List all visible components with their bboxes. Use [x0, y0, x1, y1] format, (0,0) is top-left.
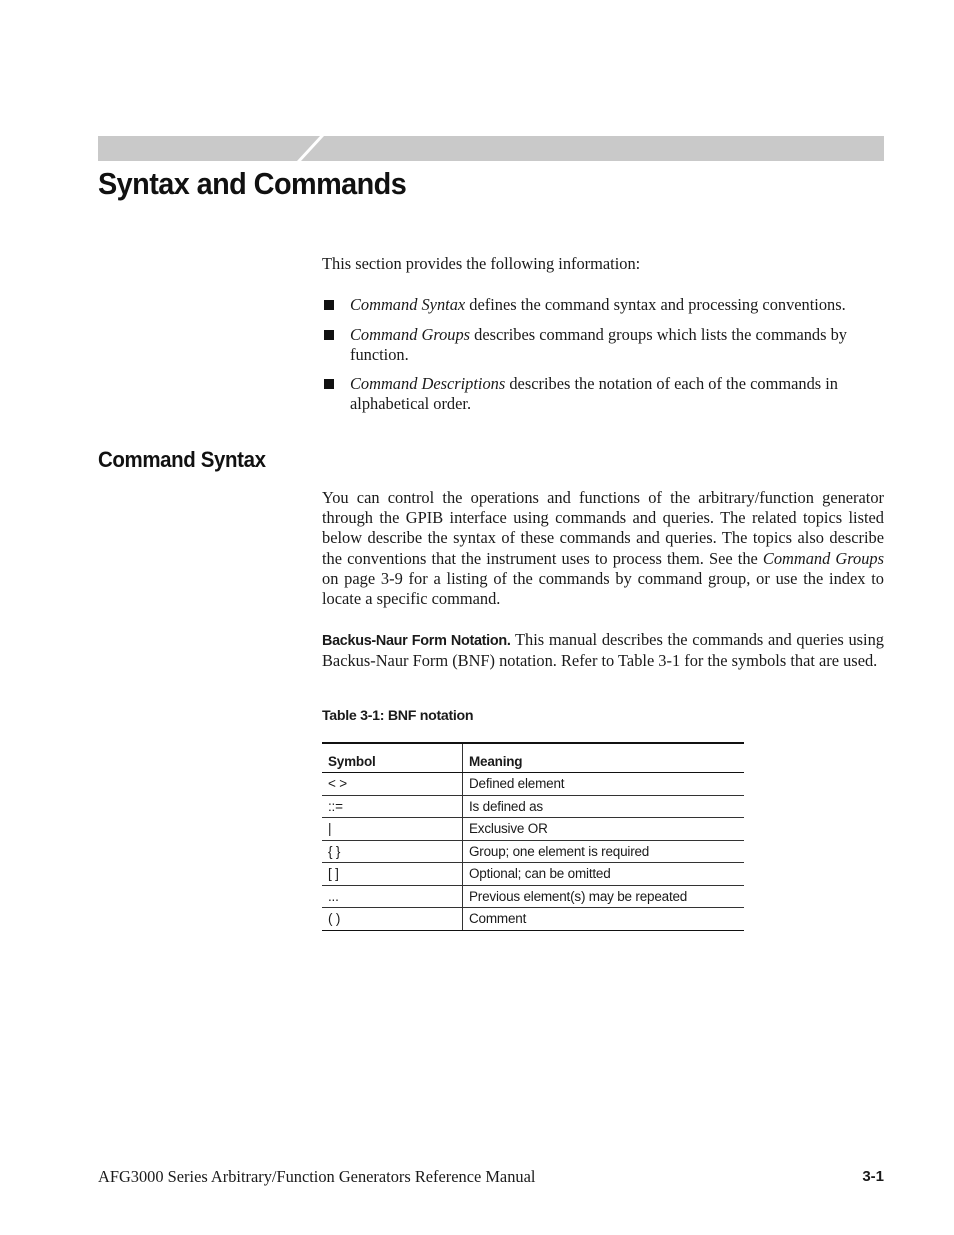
symbol-cell: ::=	[322, 795, 463, 818]
table-header-row	[322, 743, 744, 773]
section-title: Command Syntax	[98, 447, 266, 472]
table-row	[322, 795, 744, 818]
table-row	[322, 840, 744, 863]
table-caption: Table 3-1: BNF notation	[322, 708, 474, 724]
footer-manual-title: AFG3000 Series Arbitrary/Function Generators Reference Manual	[98, 1167, 536, 1186]
table-row	[322, 908, 744, 931]
meaning-cell: Defined element	[463, 773, 745, 796]
chapter-title: Syntax and Commands	[98, 166, 407, 201]
syntax-text-before: You can control the operations and functions of the arbitrary/function generator through the GPIB interface using commands and queries. The related topics listed below describe the syntax of these commands and queries. The topics also describe the conventions that the instrument uses to process them. See the	[322, 488, 884, 568]
column-header-meaning: Meaning	[463, 743, 745, 773]
symbol-cell: ...	[322, 885, 463, 908]
bullet-text: describes the notation of each of the commands in alphabetical order.	[350, 374, 838, 413]
table-row	[322, 885, 744, 908]
meaning-cell: Comment	[463, 908, 745, 931]
bullet-item-command-groups	[322, 325, 884, 365]
intro-paragraph: This section provides the following information:	[322, 254, 641, 273]
meaning-cell: Is defined as	[463, 795, 745, 818]
symbol-cell: { }	[322, 840, 463, 863]
bnf-paragraph	[322, 630, 884, 671]
bullet-item-command-descriptions	[322, 374, 884, 414]
bullet-text: defines the command syntax and processing conventions.	[465, 295, 846, 314]
symbol-cell: ( )	[322, 908, 463, 931]
intro-text	[322, 254, 884, 274]
meaning-cell: Exclusive OR	[463, 818, 745, 841]
syntax-paragraph	[322, 488, 884, 609]
bnf-text: This manual describes the commands and queries using Backus-Naur Form (BNF) notation. Refer to Table 3-1 for the symbols that are used.	[322, 630, 885, 671]
meaning-cell: Optional; can be omitted	[463, 863, 745, 886]
square-bullet-icon	[324, 300, 334, 310]
square-bullet-icon	[324, 379, 334, 389]
footer-page-number: 3-1	[862, 1168, 884, 1185]
symbol-cell: [ ]	[322, 863, 463, 886]
symbol-cell: |	[322, 818, 463, 841]
meaning-cell: Previous element(s) may be repeated	[463, 885, 745, 908]
bullet-term: Command Groups	[350, 324, 471, 344]
table-row	[322, 818, 744, 841]
chapter-header-band	[98, 136, 884, 161]
syntax-text-after: on page 3-9 for a listing of the commands by command group, or use the index to locate a specific command.	[322, 568, 884, 609]
meaning-cell: Group; one element is required	[463, 840, 745, 863]
syntax-cross-reference: Command Groups	[762, 548, 884, 568]
bullet-item-command-syntax	[322, 295, 884, 315]
square-bullet-icon	[324, 330, 334, 340]
bullet-term: Command Descriptions	[350, 374, 506, 393]
table-row	[322, 863, 744, 886]
bnf-notation-table	[322, 742, 744, 931]
info-bullet-list	[322, 295, 884, 424]
bnf-run-in-heading: Backus-Naur Form Notation.	[322, 633, 511, 649]
table-row	[322, 773, 744, 796]
column-header-symbol: Symbol	[322, 743, 463, 773]
bullet-text: describes command groups which lists the commands by function.	[350, 324, 847, 364]
bullet-term: Command Syntax	[350, 295, 466, 314]
symbol-cell: < >	[322, 773, 463, 796]
